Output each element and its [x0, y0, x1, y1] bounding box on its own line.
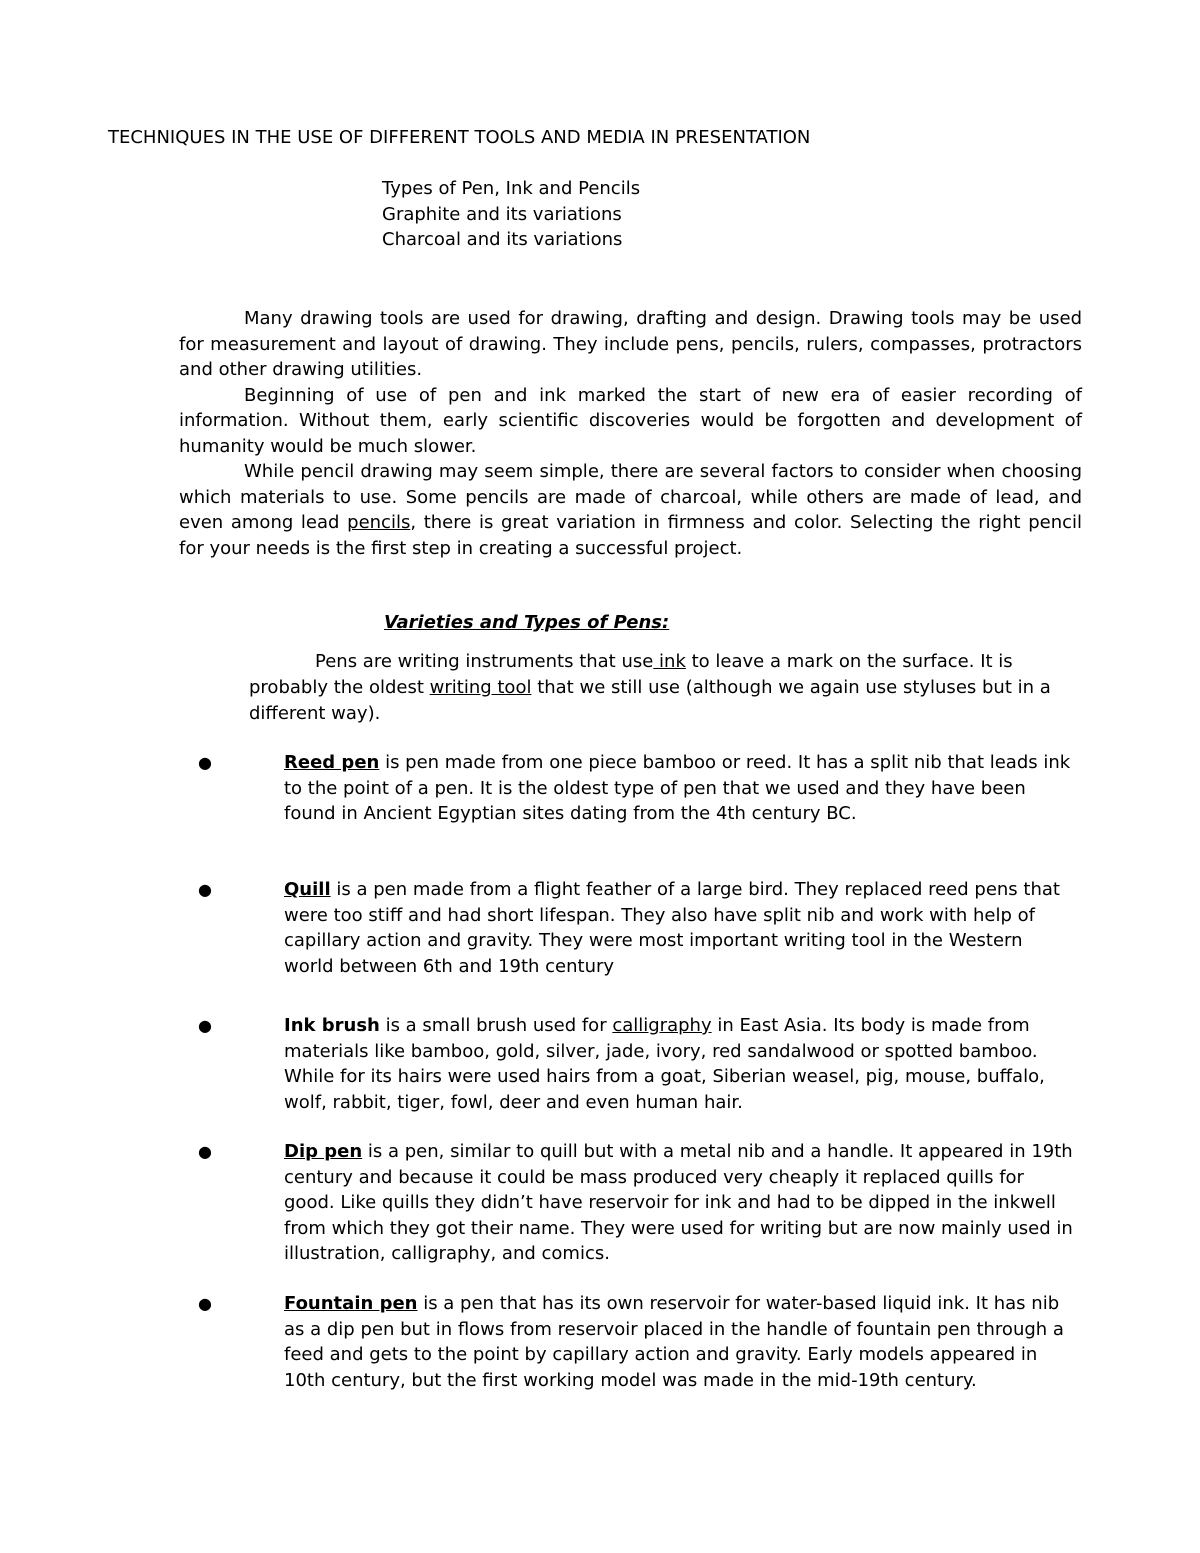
bullet-icon: ● — [198, 1016, 212, 1035]
paragraph-text: , there is great variation in firmness and color. Selecting the right pencil for your needs is the first step in creating a successful project. — [179, 512, 1082, 559]
item-text: is a pen that has its own reservoir for water-based liquid ink. It has nib as a dip pen but in flows from reservoir placed in the handle of fountain pen through a feed and gets to the point by capillary action and gravity. Early models appeared in 10th century, but the first working model was made in the mid-19th century. — [284, 1293, 1064, 1391]
item-text: is a pen, similar to quill but with a metal nib and a handle. It appeared in 19th century and because it could be mass produced very cheaply it replaced quills for good. Like quills they didn’t have reservoir for ink and had to be dipped in the inkwell from which they got their name. They were used for writing but are now mainly used in illustration, calligraphy, and comics. — [284, 1141, 1073, 1264]
bullet-icon: ● — [198, 753, 212, 772]
list-item — [198, 877, 1074, 979]
intro-paragraph — [179, 459, 1082, 561]
term-fountain-pen: Fountain pen — [284, 1293, 418, 1314]
pens-intro-paragraph — [249, 649, 1079, 727]
term-quill: Quill — [284, 879, 331, 900]
intro-paragraph: Beginning of use of pen and ink marked the start of new era of easier recording of information. Without them, early scientific discoveries would be forgotten and development of humanity would be much slower. — [179, 384, 1082, 457]
intro-paragraph: Many drawing tools are used for drawing, drafting and design. Drawing tools may be used for measurement and layout of drawing. They include pens, pencils, rulers, compasses, protractors and other drawing utilities. — [179, 308, 1082, 380]
paragraph-text: Pens are writing instruments that use — [315, 651, 654, 672]
term-reed-pen: Reed pen — [284, 752, 380, 773]
item-text: is a pen made from a flight feather of a large bird. They replaced reed pens that were too stiff and had short lifespan. They also have split nib and work with help of capillary action and gravity. They were most important writing tool in the Western world between 6th and 19th century — [284, 879, 1060, 977]
item-text: in East Asia. Its body is made from materials like bamboo, gold, silver, jade, ivory, red sandalwood or spotted bamboo. While for its hairs were used hairs from a goat, Siberian weasel, pig, mouse, buffalo, wolf, rabbit, tiger, fowl, deer and even human hair. — [284, 1015, 1045, 1113]
bullet-icon: ● — [198, 1142, 212, 1161]
ink-link[interactable]: ink — [653, 651, 686, 672]
term-dip-pen: Dip pen — [284, 1141, 363, 1162]
paragraph-text: While pencil drawing may seem simple, there are several factors to consider when choosing which materials to use. Some pencils are made of charcoal, while others are made of lead, and even among lead — [179, 461, 1082, 533]
paragraph-text: to leave a mark on the surface. It is probably the oldest — [249, 651, 1013, 698]
paragraph-text: that we still use (although we again use styluses but in a different way). — [249, 677, 1051, 724]
pencils-link[interactable]: pencils — [347, 512, 411, 533]
item-text: is a small brush used for — [379, 1015, 613, 1036]
topic-item: Types of Pen, Ink and Pencils — [382, 178, 641, 199]
list-item — [198, 1013, 1074, 1115]
list-item — [198, 1139, 1074, 1267]
bullet-icon: ● — [198, 1294, 212, 1313]
section-heading: Varieties and Types of Pens: — [384, 612, 670, 633]
topic-item: Charcoal and its variations — [382, 229, 623, 250]
calligraphy-link[interactable]: calligraphy — [612, 1015, 712, 1036]
document-title: TECHNIQUES IN THE USE OF DIFFERENT TOOLS AND MEDIA IN PRESENTATION — [108, 127, 811, 148]
bullet-icon: ● — [198, 880, 212, 899]
list-item — [198, 1291, 1074, 1393]
list-item — [198, 750, 1074, 827]
topic-list — [382, 176, 640, 253]
writing-tool-link[interactable]: writing tool — [429, 677, 532, 698]
item-text: is pen made from one piece bamboo or reed. It has a split nib that leads ink to the point of a pen. It is the oldest type of pen that we used and they have been found in Ancient Egyptian sites dating from the 4th century BC. — [284, 752, 1071, 824]
intro-section — [179, 306, 1082, 561]
term-ink-brush: Ink brush — [284, 1015, 380, 1036]
topic-item: Graphite and its variations — [382, 203, 622, 225]
